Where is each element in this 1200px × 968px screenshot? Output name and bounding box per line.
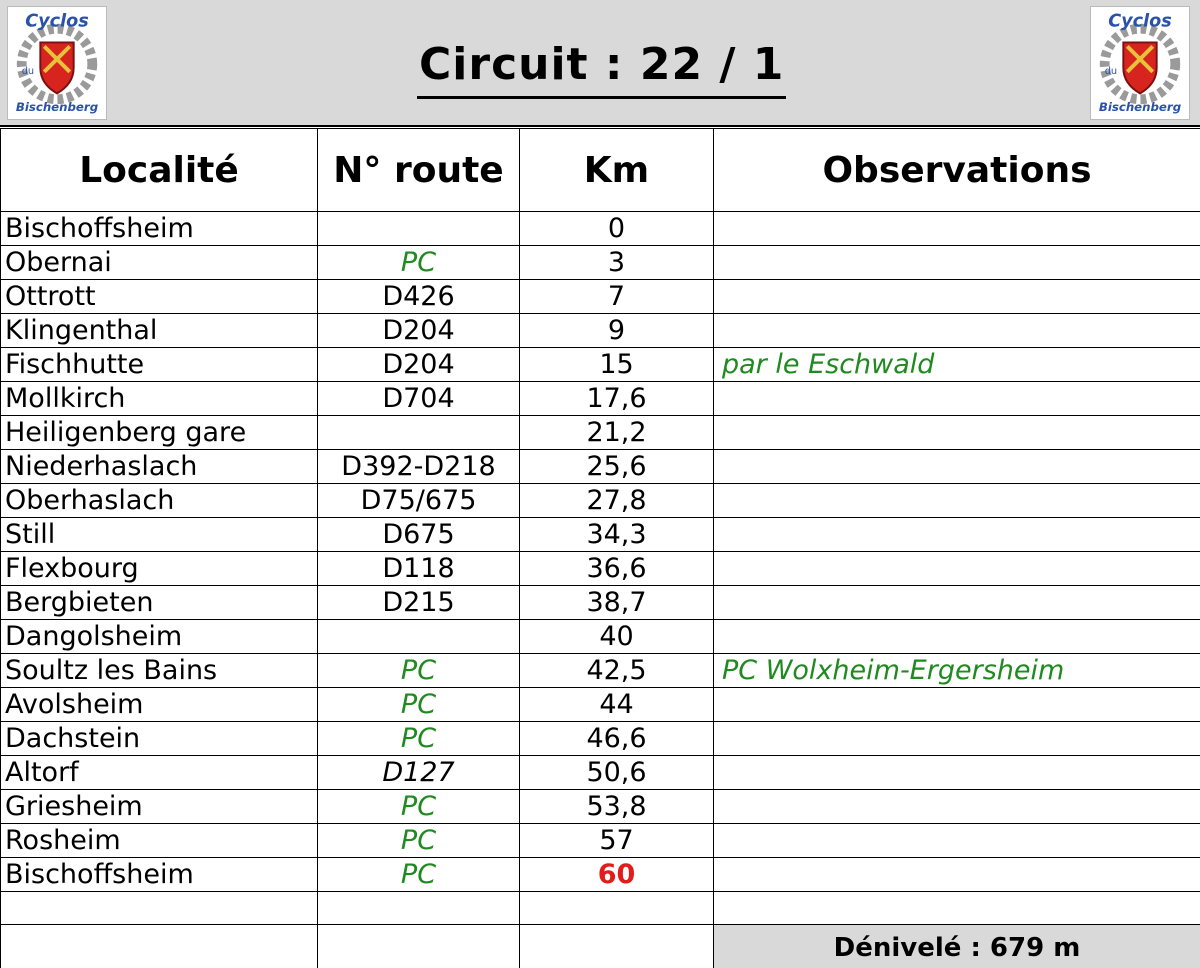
cell-km: 50,6 [520,756,714,790]
cell-route: D75/675 [318,484,520,518]
cell-localite: Klingenthal [1,314,318,348]
cell-observations [714,484,1200,518]
empty-cell [520,925,714,968]
cyclos-logo-icon [8,7,106,119]
table-row-empty [1,892,1200,925]
column-header-observations: Observations [714,129,1200,212]
cell-km: 0 [520,212,714,246]
cell-localite: Obernai [1,246,318,280]
cell-km: 9 [520,314,714,348]
column-header-route: N° route [318,129,520,212]
cell-route: D392-D218 [318,450,520,484]
empty-cell [520,892,714,925]
table-row [1,858,1200,892]
cell-route: D426 [318,280,520,314]
table-row [1,416,1200,450]
cell-observations [714,824,1200,858]
table-row [1,722,1200,756]
cell-km: 57 [520,824,714,858]
cell-route: PC [318,722,520,756]
cell-localite: Rosheim [1,824,318,858]
column-header-km: Km [520,129,714,212]
table-header-row [1,129,1200,212]
column-header-localite: Localité [1,129,318,212]
cell-route: PC [318,824,520,858]
cell-route: D118 [318,552,520,586]
cell-observations: PC Wolxheim-Ergersheim [714,654,1200,688]
cell-observations [714,450,1200,484]
svg-text:Bischenberg: Bischenberg [15,100,99,115]
cell-km: 42,5 [520,654,714,688]
cell-route: D704 [318,382,520,416]
cell-observations [714,688,1200,722]
cell-localite: Oberhaslach [1,484,318,518]
cyclos-logo-icon [1091,7,1189,119]
cell-km: 7 [520,280,714,314]
cell-km: 36,6 [520,552,714,586]
denivele-total: Dénivelé : 679 m [714,925,1200,968]
svg-text:Cyclos: Cyclos [25,11,89,32]
cell-route: PC [318,688,520,722]
table-row [1,484,1200,518]
page-header [0,0,1200,127]
table-row [1,348,1200,382]
cell-km: 27,8 [520,484,714,518]
cell-observations: par le Eschwald [714,348,1200,382]
table-row [1,756,1200,790]
table-row [1,790,1200,824]
cell-localite: Still [1,518,318,552]
empty-cell [1,892,318,925]
cell-observations [714,416,1200,450]
cell-localite: Bischoffsheim [1,212,318,246]
cell-localite: Griesheim [1,790,318,824]
cell-route: D675 [318,518,520,552]
cell-route: PC [318,790,520,824]
cell-observations [714,722,1200,756]
club-logo-right [1090,6,1190,120]
table-row [1,246,1200,280]
table-row [1,382,1200,416]
cell-localite: Dachstein [1,722,318,756]
table-row-summary [1,925,1200,968]
cell-observations [714,790,1200,824]
cell-observations [714,280,1200,314]
club-logo-left [7,6,107,120]
page-title: Circuit : 22 / 1 [417,36,786,99]
cell-localite: Altorf [1,756,318,790]
cell-km: 38,7 [520,586,714,620]
cell-route [318,416,520,450]
cell-observations [714,620,1200,654]
cell-km: 53,8 [520,790,714,824]
cell-localite: Fischhutte [1,348,318,382]
cell-observations [714,314,1200,348]
cell-localite: Ottrott [1,280,318,314]
empty-cell [1,925,318,968]
cell-localite: Niederhaslach [1,450,318,484]
cell-observations [714,756,1200,790]
cell-localite: Heiligenberg gare [1,416,318,450]
table-row [1,518,1200,552]
cell-km: 60 [520,858,714,892]
empty-cell [318,925,520,968]
cell-observations [714,518,1200,552]
cell-observations [714,246,1200,280]
empty-cell [318,892,520,925]
cell-km: 46,6 [520,722,714,756]
table-row [1,620,1200,654]
cell-localite: Dangolsheim [1,620,318,654]
cell-localite: Flexbourg [1,552,318,586]
table-row [1,450,1200,484]
cell-km: 3 [520,246,714,280]
table-row [1,552,1200,586]
cell-km: 25,6 [520,450,714,484]
cell-localite: Bergbieten [1,586,318,620]
cell-km: 44 [520,688,714,722]
svg-text:du: du [21,65,35,77]
cell-route: PC [318,858,520,892]
cell-km: 40 [520,620,714,654]
svg-text:du: du [1104,65,1118,77]
cell-route: D127 [318,756,520,790]
table-row [1,654,1200,688]
cell-route: D204 [318,314,520,348]
table-row [1,824,1200,858]
cell-localite: Bischoffsheim [1,858,318,892]
cell-localite: Avolsheim [1,688,318,722]
cell-km: 21,2 [520,416,714,450]
cell-route: D204 [318,348,520,382]
table-row [1,314,1200,348]
cell-route [318,212,520,246]
svg-text:Bischenberg: Bischenberg [1098,100,1182,115]
cell-observations [714,586,1200,620]
table-row [1,280,1200,314]
cell-observations [714,212,1200,246]
svg-text:Cyclos: Cyclos [1108,11,1172,32]
empty-cell [714,892,1200,925]
cell-km: 15 [520,348,714,382]
table-row [1,688,1200,722]
cell-route: PC [318,246,520,280]
circuit-table [0,128,1200,968]
cell-localite: Soultz les Bains [1,654,318,688]
cell-route: D215 [318,586,520,620]
cell-route [318,620,520,654]
table-row [1,586,1200,620]
cell-observations [714,552,1200,586]
cell-localite: Mollkirch [1,382,318,416]
cell-observations [714,858,1200,892]
cell-observations [714,382,1200,416]
cell-km: 17,6 [520,382,714,416]
cell-km: 34,3 [520,518,714,552]
cell-route: PC [318,654,520,688]
table-row [1,212,1200,246]
